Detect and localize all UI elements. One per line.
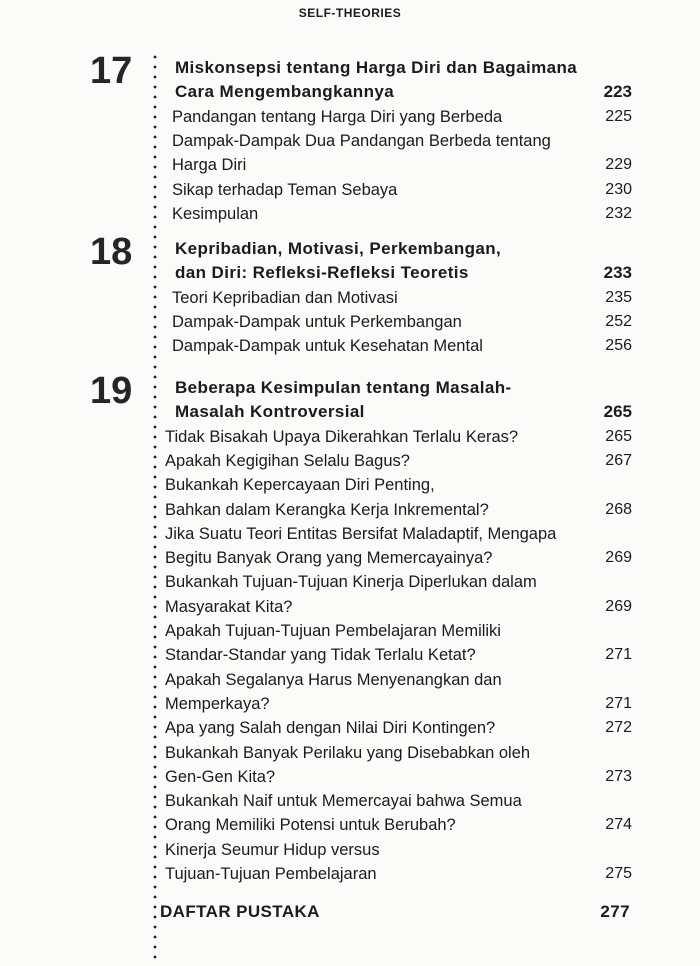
toc-entry-page: 232 <box>605 204 632 222</box>
toc-entry-line[interactable]: Kesimpulan <box>172 204 259 223</box>
chapter-number: 19 <box>90 370 133 412</box>
toc-entry-line[interactable]: Jika Suatu Teori Entitas Bersifat Maladaptif, Mengapa <box>165 524 557 543</box>
toc-entry-page: 230 <box>605 180 632 198</box>
dotted-rule <box>153 52 157 964</box>
chapter-page-number: 265 <box>603 402 632 422</box>
toc-entry-line[interactable]: Dampak-Dampak untuk Kesehatan Mental <box>172 337 483 356</box>
toc-entry-page: 252 <box>605 312 632 330</box>
back-matter-title: DAFTAR PUSTAKA <box>160 902 320 921</box>
back-matter-entry[interactable] <box>160 900 630 924</box>
toc-entry-line[interactable]: Apakah Tujuan-Tujuan Pembelajaran Memiliki <box>165 622 501 640</box>
toc-entry-page: 235 <box>605 288 632 306</box>
toc-entry-line[interactable]: Bahkan dalam Kerangka Kerja Inkremental? <box>165 500 489 519</box>
toc-entry-line[interactable]: Pandangan tentang Harga Diri yang Berbeda <box>172 107 503 126</box>
chapter-title-line[interactable]: Beberapa Kesimpulan tentang Masalah- <box>175 378 512 397</box>
toc-entry-line[interactable]: Tujuan-Tujuan Pembelajaran <box>165 865 377 883</box>
toc-entry-page: 271 <box>605 694 632 712</box>
chapter-page-number: 223 <box>603 82 632 102</box>
toc-entry-page: 268 <box>605 500 632 518</box>
toc-entry-page: 256 <box>605 337 632 355</box>
toc-entry-line[interactable]: Apakah Segalanya Harus Menyenangkan dan <box>165 670 502 689</box>
toc-entry-line[interactable]: Begitu Banyak Orang yang Memercayainya? <box>165 549 493 568</box>
toc-entry-line[interactable]: Kinerja Seumur Hidup versus <box>165 840 380 859</box>
toc-entry-line[interactable]: Bukankah Kepercayaan Diri Penting, <box>165 476 435 495</box>
toc-entry-line[interactable]: Standar-Standar yang Tidak Terlalu Ketat? <box>165 646 476 665</box>
toc-entry-line[interactable]: Bukankah Naif untuk Memercayai bahwa Semua <box>165 792 522 811</box>
toc-entry-line[interactable]: Gen-Gen Kita? <box>165 767 276 786</box>
toc-entry-line[interactable]: Dampak-Dampak untuk Perkembangan <box>172 312 462 331</box>
toc-entry-page: 229 <box>605 156 632 174</box>
toc-entry-line[interactable]: Tidak Bisakah Upaya Dikerahkan Terlalu Keras? <box>165 427 519 446</box>
chapter-title-line[interactable]: Cara Mengembangkannya <box>175 82 395 102</box>
toc-entry-line[interactable]: Apakah Kegigihan Selalu Bagus? <box>165 451 410 470</box>
toc-entry-page: 274 <box>605 816 632 834</box>
toc-entry-line[interactable]: Memperkaya? <box>165 694 270 713</box>
toc-entry-page: 275 <box>605 865 632 882</box>
toc-entry-page: 225 <box>605 107 632 125</box>
toc-entry-page: 271 <box>605 646 632 664</box>
toc-entry-line[interactable]: Teori Kepribadian dan Motivasi <box>172 288 398 307</box>
toc-entry-line[interactable]: Masyarakat Kita? <box>165 597 293 616</box>
toc-entry-line[interactable]: Apa yang Salah dengan Nilai Diri Kontingen? <box>165 719 496 738</box>
chapter-title-line[interactable]: dan Diri: Refleksi-Refleksi Teoretis <box>175 263 469 283</box>
toc-entry-line[interactable]: Sikap terhadap Teman Sebaya <box>172 180 398 199</box>
back-matter-page: 277 <box>600 902 630 921</box>
running-head: SELF-THEORIES <box>298 6 402 20</box>
chapter-number: 17 <box>90 50 133 92</box>
toc-entry-line[interactable]: Dampak-Dampak Dua Pandangan Berbeda tentang <box>172 131 551 150</box>
toc-entry-page: 272 <box>605 719 632 737</box>
chapter-title-line[interactable]: Miskonsepsi tentang Harga Diri dan Bagaimana <box>175 58 578 77</box>
chapter-page-number: 233 <box>603 263 632 283</box>
chapter-number: 18 <box>90 231 133 273</box>
toc-entry-page: 269 <box>605 549 632 567</box>
toc-entry-page: 265 <box>605 427 632 445</box>
toc-entry-page: 269 <box>605 597 632 615</box>
toc-entry-line[interactable]: Bukankah Tujuan-Tujuan Kinerja Diperlukan dalam <box>165 573 537 592</box>
toc-entry-page: 267 <box>605 451 632 469</box>
toc-entry-page: 273 <box>605 767 632 785</box>
toc-entry-line[interactable]: Bukankah Banyak Perilaku yang Disebabkan oleh <box>165 743 531 762</box>
chapter-title-line[interactable]: Kepribadian, Motivasi, Perkembangan, <box>175 239 502 258</box>
chapter-title-line[interactable]: Masalah Kontroversial <box>175 402 365 422</box>
toc-entry-line[interactable]: Orang Memiliki Potensi untuk Berubah? <box>165 816 456 835</box>
toc-entry-line[interactable]: Harga Diri <box>172 156 247 175</box>
